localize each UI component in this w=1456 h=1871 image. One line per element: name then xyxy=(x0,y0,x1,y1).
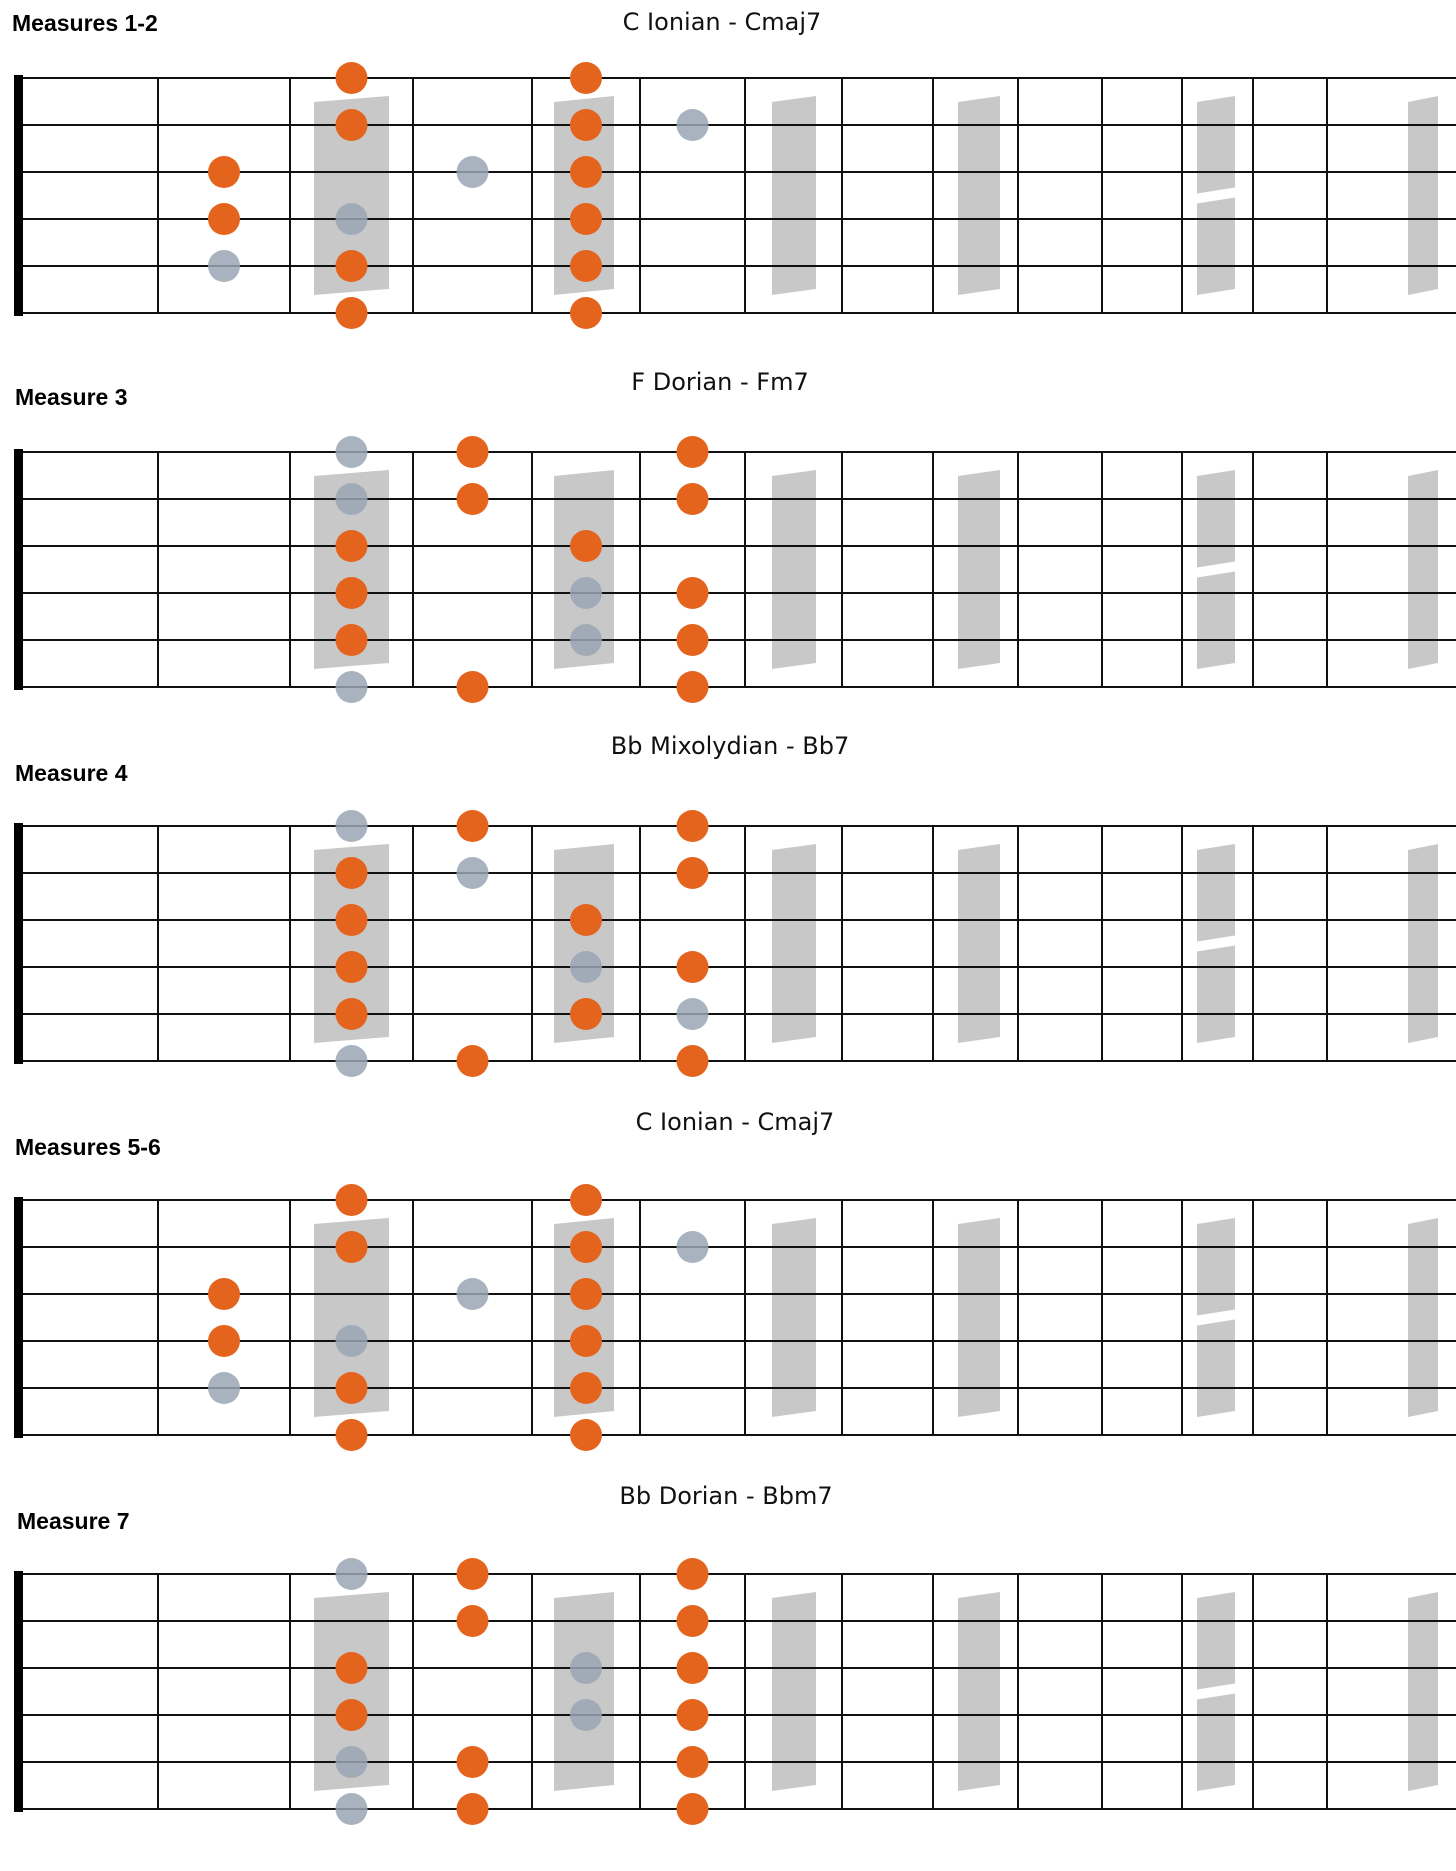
nut xyxy=(14,75,23,316)
passing-note-dot xyxy=(336,810,368,842)
scale-note-dot xyxy=(457,1605,489,1637)
passing-note-dot xyxy=(336,1558,368,1590)
scale-note-dot xyxy=(677,1746,709,1778)
scale-note-dot xyxy=(570,62,602,94)
scale-note-dot xyxy=(677,483,709,515)
mode-title: Bb Mixolydian - Bb7 xyxy=(610,732,850,760)
scale-note-dot xyxy=(677,1699,709,1731)
scale-note-dot xyxy=(457,1558,489,1590)
passing-note-dot xyxy=(336,1793,368,1825)
passing-note-dot xyxy=(208,1372,240,1404)
scale-note-dot xyxy=(457,1793,489,1825)
scale-note-dot xyxy=(336,857,368,889)
passing-note-dot xyxy=(677,109,709,141)
scale-note-dot xyxy=(677,951,709,983)
scale-note-dot xyxy=(208,203,240,235)
fret-marker-strip xyxy=(1197,572,1235,670)
fretboard-diagram-4 xyxy=(0,1108,1456,1497)
nut xyxy=(14,1571,23,1812)
passing-note-dot xyxy=(457,1278,489,1310)
passing-note-dot xyxy=(570,1699,602,1731)
passing-note-dot xyxy=(336,671,368,703)
passing-note-dot xyxy=(457,156,489,188)
scale-note-dot xyxy=(677,1605,709,1637)
scale-note-dot xyxy=(336,904,368,936)
scale-note-dot xyxy=(457,810,489,842)
scale-note-dot xyxy=(677,810,709,842)
scale-note-dot xyxy=(336,577,368,609)
scale-note-dot xyxy=(336,624,368,656)
scale-note-dot xyxy=(336,1184,368,1216)
scale-note-dot xyxy=(336,951,368,983)
scale-note-dot xyxy=(677,1652,709,1684)
fretboard xyxy=(0,374,1456,749)
scale-note-dot xyxy=(457,671,489,703)
passing-note-dot xyxy=(570,951,602,983)
passing-note-dot xyxy=(336,203,368,235)
fretboard-diagram-3 xyxy=(0,732,1456,1123)
fretboard xyxy=(0,1496,1456,1871)
fret-marker-strip xyxy=(1197,1320,1235,1418)
scale-note-dot xyxy=(570,1419,602,1451)
scale-note-dot xyxy=(570,1325,602,1357)
scale-note-dot xyxy=(570,1231,602,1263)
fret-marker-strip xyxy=(1197,470,1235,568)
fret-marker-strip xyxy=(1197,1694,1235,1792)
scale-note-dot xyxy=(336,109,368,141)
scale-note-dot xyxy=(208,156,240,188)
scale-note-dot xyxy=(336,998,368,1030)
fretboard xyxy=(0,0,1456,375)
passing-note-dot xyxy=(570,1652,602,1684)
scale-note-dot xyxy=(570,1278,602,1310)
scale-note-dot xyxy=(677,1558,709,1590)
scale-note-dot xyxy=(336,1372,368,1404)
scale-note-dot xyxy=(570,250,602,282)
scale-note-dot xyxy=(457,483,489,515)
measure-label: Measure 4 xyxy=(15,760,128,786)
scale-note-dot xyxy=(336,1231,368,1263)
nut xyxy=(14,449,23,690)
fret-marker-strip xyxy=(1197,1592,1235,1690)
scale-note-dot xyxy=(336,250,368,282)
mode-title: C Ionian - Cmaj7 xyxy=(622,8,822,36)
measure-label: Measure 3 xyxy=(15,384,128,410)
mode-title: Bb Dorian - Bbm7 xyxy=(619,1482,833,1510)
scale-note-dot xyxy=(570,156,602,188)
scale-note-dot xyxy=(677,624,709,656)
scale-note-dot xyxy=(677,577,709,609)
measure-label: Measure 7 xyxy=(17,1508,130,1534)
scale-note-dot xyxy=(457,436,489,468)
scale-note-dot xyxy=(677,1045,709,1077)
passing-note-dot xyxy=(336,1325,368,1357)
scale-note-dot xyxy=(336,297,368,329)
nut xyxy=(14,1197,23,1438)
scale-note-dot xyxy=(208,1278,240,1310)
scale-note-dot xyxy=(677,1793,709,1825)
passing-note-dot xyxy=(677,998,709,1030)
mode-title: C Ionian - Cmaj7 xyxy=(635,1108,835,1136)
measure-label: Measures 1-2 xyxy=(12,10,158,36)
fretboard xyxy=(0,748,1456,1123)
fret-marker-strip xyxy=(1197,1218,1235,1316)
scale-note-dot xyxy=(570,109,602,141)
passing-note-dot xyxy=(208,250,240,282)
fretboard-diagram-5 xyxy=(0,1482,1456,1871)
passing-note-dot xyxy=(336,1746,368,1778)
passing-note-dot xyxy=(336,1045,368,1077)
scale-note-dot xyxy=(336,1652,368,1684)
scale-note-dot xyxy=(570,904,602,936)
fretboard-diagram-1 xyxy=(0,0,1456,375)
scale-note-dot xyxy=(457,1746,489,1778)
scale-note-dot xyxy=(570,1184,602,1216)
nut xyxy=(14,823,23,1064)
scale-note-dot xyxy=(677,857,709,889)
passing-note-dot xyxy=(570,624,602,656)
passing-note-dot xyxy=(336,483,368,515)
fretboard-diagram-2 xyxy=(0,368,1456,749)
fret-marker-strip xyxy=(1197,96,1235,194)
scale-note-dot xyxy=(570,297,602,329)
scale-note-dot xyxy=(570,1372,602,1404)
passing-note-dot xyxy=(457,857,489,889)
scale-note-dot xyxy=(336,1699,368,1731)
scale-note-dot xyxy=(570,203,602,235)
scale-note-dot xyxy=(677,671,709,703)
passing-note-dot xyxy=(336,436,368,468)
measure-label: Measures 5-6 xyxy=(15,1134,161,1160)
scale-note-dot xyxy=(336,1419,368,1451)
scale-note-dot xyxy=(570,998,602,1030)
mode-title: F Dorian - Fm7 xyxy=(631,368,809,396)
fretboard xyxy=(0,1122,1456,1497)
passing-note-dot xyxy=(570,577,602,609)
scale-note-dot xyxy=(336,530,368,562)
fret-marker-strip xyxy=(1197,198,1235,296)
fret-marker-strip xyxy=(1197,844,1235,942)
scale-note-dot xyxy=(457,1045,489,1077)
scale-note-dot xyxy=(677,436,709,468)
passing-note-dot xyxy=(677,1231,709,1263)
scale-note-dot xyxy=(336,62,368,94)
fret-marker-strip xyxy=(1197,946,1235,1044)
scale-note-dot xyxy=(570,530,602,562)
scale-note-dot xyxy=(208,1325,240,1357)
